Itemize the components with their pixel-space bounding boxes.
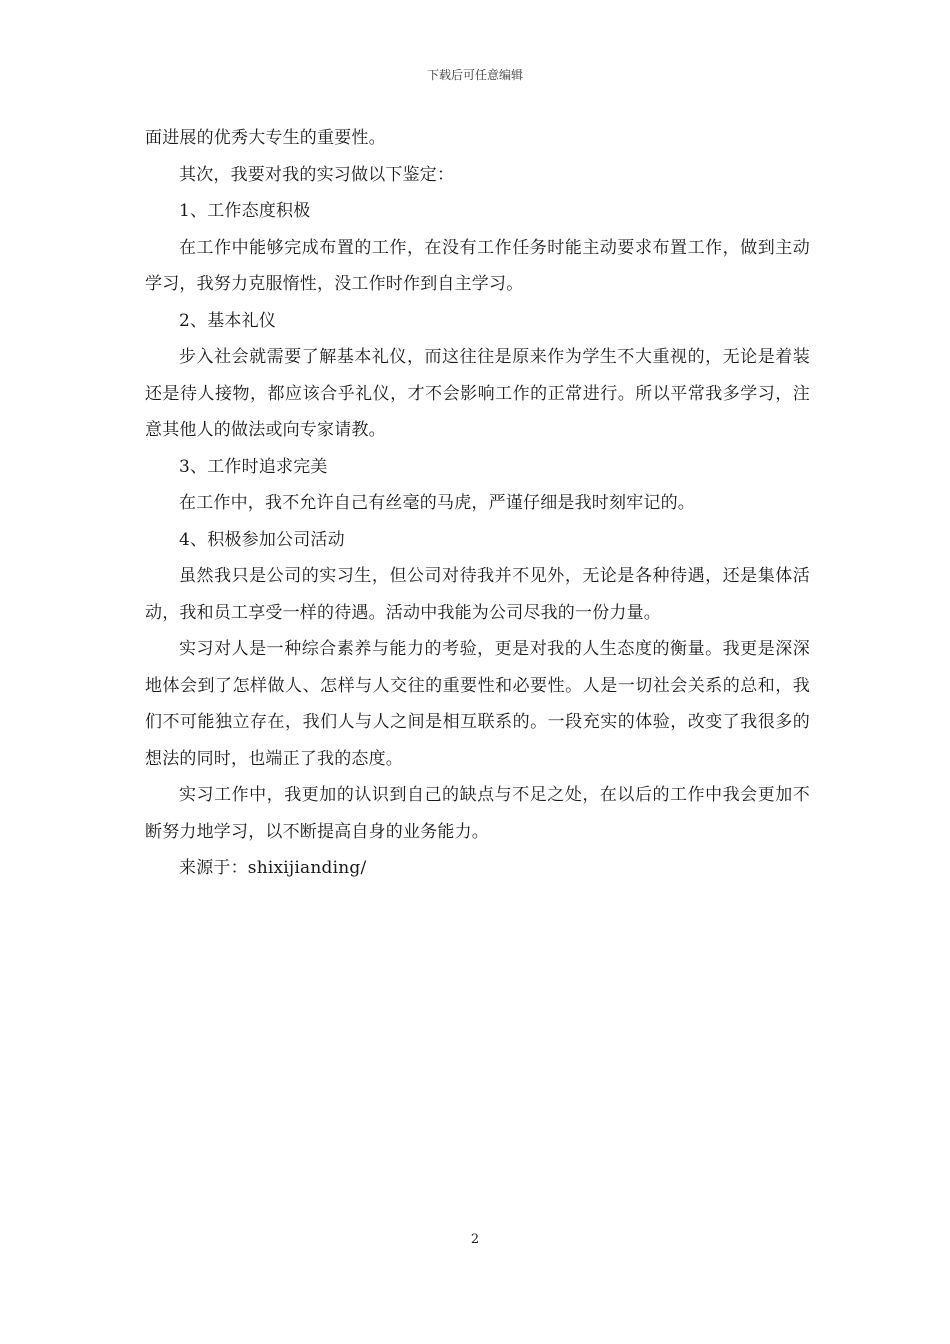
source-line: 来源于：shixijianding/ <box>179 858 367 878</box>
paragraph: 步入社会就需要了解基本礼仪，而这往往是原来作为学生不大重视的，无论是着装还是待人接物，都应该合乎礼仪，才不会影响工作的正常进行。所以平常我多学习，注意其他人的做法或向专家请教。 <box>145 347 810 440</box>
section-heading: 3、工作时追求完美 <box>179 456 328 477</box>
paragraph: 实习工作中，我更加的认识到自己的缺点与不足之处，在以后的工作中我会更加不断努力地学习，以不断提高自身的业务能力。 <box>145 785 810 842</box>
paragraph: 虽然我只是公司的实习生，但公司对待我并不见外，无论是各种待遇，还是集体活动，我和员工享受一样的待遇。活动中我能为公司尽我的一份力量。 <box>145 566 810 623</box>
page-number: 2 <box>470 1232 480 1247</box>
paragraph: 在工作中，我不允许自己有丝毫的马虎，严谨仔细是我时刻牢记的。 <box>179 493 695 513</box>
paragraph: 其次，我要对我的实习做以下鉴定： <box>179 164 455 185</box>
document-body <box>145 120 810 887</box>
section-heading: 4、积极参加公司活动 <box>179 529 345 550</box>
section-heading: 1、工作态度积极 <box>179 201 311 221</box>
paragraph: 实习对人是一种综合素养与能力的考验，更是对我的人生态度的衡量。我更是深深地体会到了怎样做人、怎样与人交往的重要性和必要性。人是一切社会关系的总和，我们不可能独立存在，我们人与人之间是相互联系的。一段充实的体验，改变了我很多的想法的同时，也端正了我的态度。 <box>145 639 810 769</box>
paragraph: 在工作中能够完成布置的工作，在没有工作任务时能主动要求布置工作，做到主动学习，我努力克服惰性，没工作时作到自主学习。 <box>145 237 810 294</box>
page-header: 下载后可任意编辑 <box>426 68 523 82</box>
section-heading: 2、基本礼仪 <box>179 310 277 331</box>
paragraph: 面进展的优秀大专生的重要性。 <box>145 128 386 148</box>
